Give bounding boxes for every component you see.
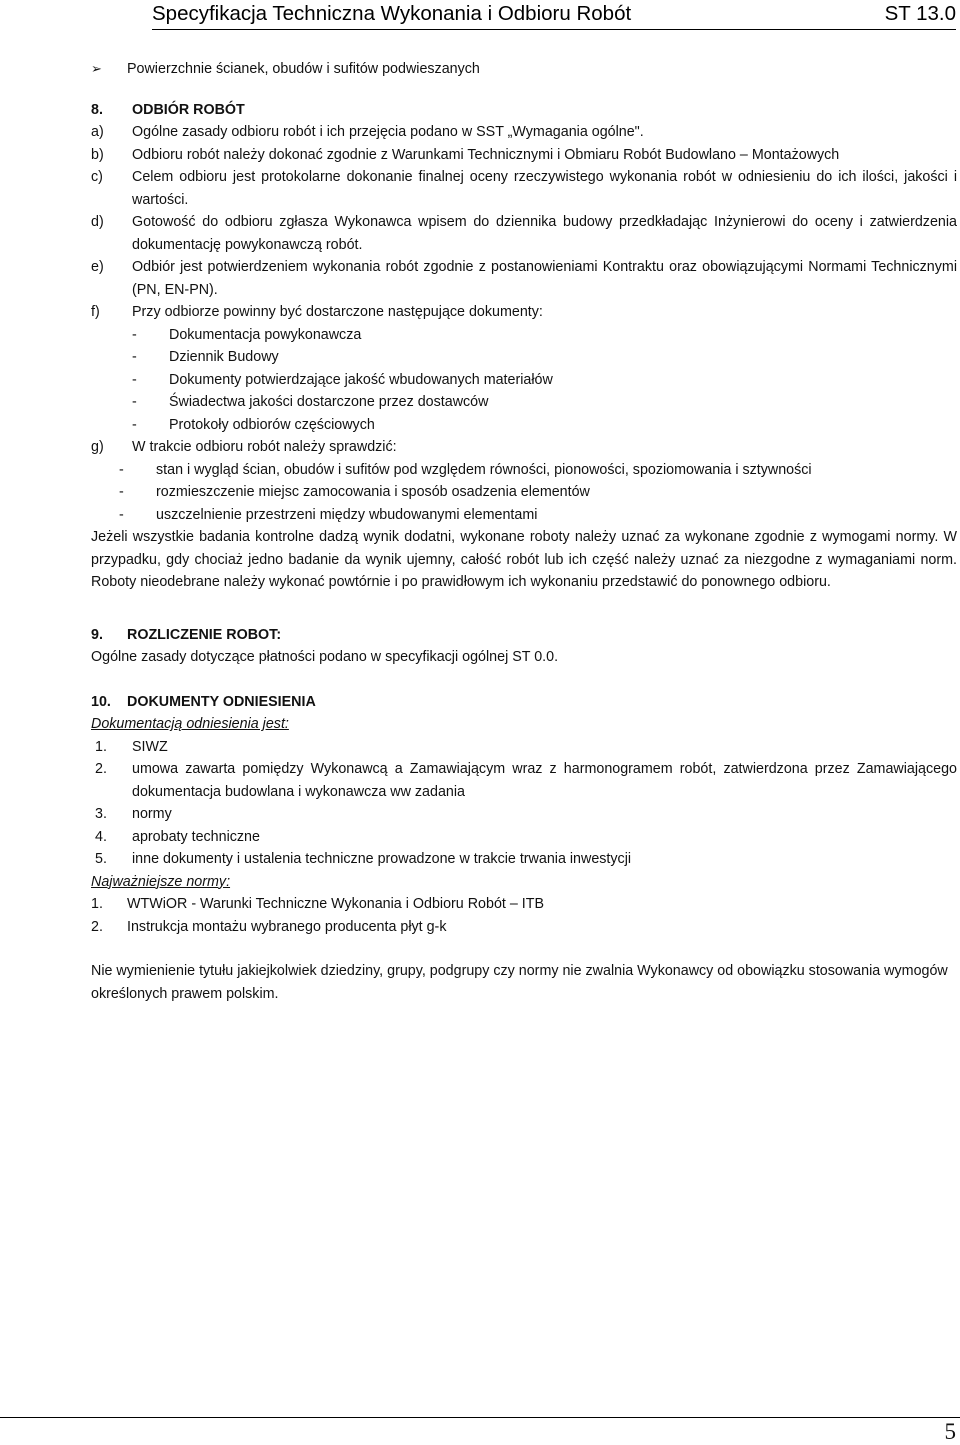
document-list-item: 4. aprobaty techniczne bbox=[95, 828, 260, 845]
g-list-item: - stan i wygląd ścian, obudów i sufitów pod względem równości, pionowości, spoziomowania i sztywności bbox=[119, 461, 812, 478]
f-list-item: - Dziennik Budowy bbox=[132, 349, 279, 365]
page-header bbox=[152, 0, 956, 30]
section10-heading: 10. DOKUMENTY ODNIESIENIA bbox=[91, 693, 316, 710]
section8-item-f: f) Przy odbiorze powinny być dostarczone następujące dokumenty: bbox=[91, 304, 543, 320]
bullet-text: Powierzchnie ścianek, obudów i sufitów podwieszanych bbox=[127, 61, 480, 77]
bullet-item bbox=[91, 58, 957, 81]
header-title: Specyfikacja Techniczna Wykonania i Odbioru Robót bbox=[152, 2, 632, 25]
section8-item-a: a) Ogólne zasady odbioru robót i ich przejęcia podano w SST „Wymagania ogólne". bbox=[91, 124, 644, 140]
document-list-item: 1. SIWZ bbox=[95, 738, 168, 755]
document-list-item: 2. umowa zawarta pomiędzy Wykonawcą a Zamawiającym wraz z harmonogramem robót, zatwierdzona przez Zamawiającego dokumentacja budowlana i wykonawcza ww zadania bbox=[95, 761, 957, 800]
f-list-item: - Dokumenty potwierdzające jakość wbudowanych materiałów bbox=[132, 371, 553, 388]
section8-item-c: c) Celem odbioru jest protokolarne dokonanie finalnej oceny rzeczywistego wykonania robót w odniesieniu do ich ilości, jakości i wartości. bbox=[91, 169, 957, 208]
section10-subheading-documents: Dokumentacją odniesienia jest: bbox=[91, 716, 289, 732]
footer-divider bbox=[0, 1417, 960, 1418]
g-list-item: - uszczelnienie przestrzeni między wbudowanymi elementami bbox=[119, 506, 538, 523]
f-list-item: - Świadectwa jakości dostarczone przez dostawców bbox=[132, 394, 489, 410]
section10-subheading-norms: Najważniejsze normy: bbox=[91, 873, 231, 890]
f-list-item: - Protokoły odbiorów częściowych bbox=[132, 416, 375, 433]
document-list-item: 5. inne dokumenty i ustalenia techniczne prowadzone w trakcie trwania inwestycji bbox=[95, 851, 632, 867]
section8-item-e: e) Odbiór jest potwierdzeniem wykonania robót zgodnie z postanowieniami Kontraktu oraz obowiązującymi Normami Technicznymi (PN, EN-PN). bbox=[91, 259, 957, 298]
norm-list-item: 2. Instrukcja montażu wybranego producenta płyt g-k bbox=[91, 918, 447, 935]
arrow-bullet-icon: ➢ bbox=[91, 61, 102, 76]
section8-heading: 8. ODBIÓR ROBÓT bbox=[91, 101, 245, 118]
section8-item-g: g) W trakcie odbioru robót należy sprawdzić: bbox=[91, 439, 397, 455]
section9-heading: 9. ROZLICZENIE ROBOT: bbox=[91, 626, 282, 643]
section8-item-d: d) Gotowość do odbioru zgłasza Wykonawca wpisem do dziennika budowy przedkładając Inżynierowi do oceny i zatwierdzenia dokumentację powykonawczą robót. bbox=[91, 214, 957, 253]
page-number: 5 bbox=[944, 1419, 956, 1444]
f-list-item: - Dokumentacja powykonawcza bbox=[132, 326, 362, 343]
section8-closing-paragraph: Jeżeli wszystkie badania kontrolne dadzą wynik dodatni, wykonane roboty należy uznać za wykonane zgodnie z wymogami normy. W przypadku, gdy chociaż jedno badanie da wynik ujemny, całość robót lub ich część należy uznać za niezgodne z wymaganiami norm. Roboty nieodebrane należy wykonać powtórnie i po prawidłowym ich wykonaniu przedstawić do ponownego odbioru. bbox=[91, 529, 957, 590]
section8-item-b: b) Odbioru robót należy dokonać zgodnie z Warunkami Technicznymi i Obmiaru Robót Budowlano – Montażowych bbox=[91, 146, 840, 163]
g-list-item: - rozmieszczenie miejsc zamocowania i sposób osadzenia elementów bbox=[119, 484, 590, 500]
norm-list-item: 1. WTWiOR - Warunki Techniczne Wykonania i Odbioru Robót – ITB bbox=[91, 896, 545, 912]
final-paragraph: Nie wymienienie tytułu jakiejkolwiek dziedziny, grupy, podgrupy czy normy nie zwalnia Wykonawcy od obowiązku stosowania wymogów określonych prawem polskim. bbox=[91, 963, 948, 1002]
header-code: ST 13.0 bbox=[884, 2, 956, 25]
document-body bbox=[91, 58, 957, 1005]
section9-text: Ogólne zasady dotyczące płatności podano w specyfikacji ogólnej ST 0.0. bbox=[91, 649, 559, 665]
document-list-item: 3. normy bbox=[95, 806, 172, 822]
